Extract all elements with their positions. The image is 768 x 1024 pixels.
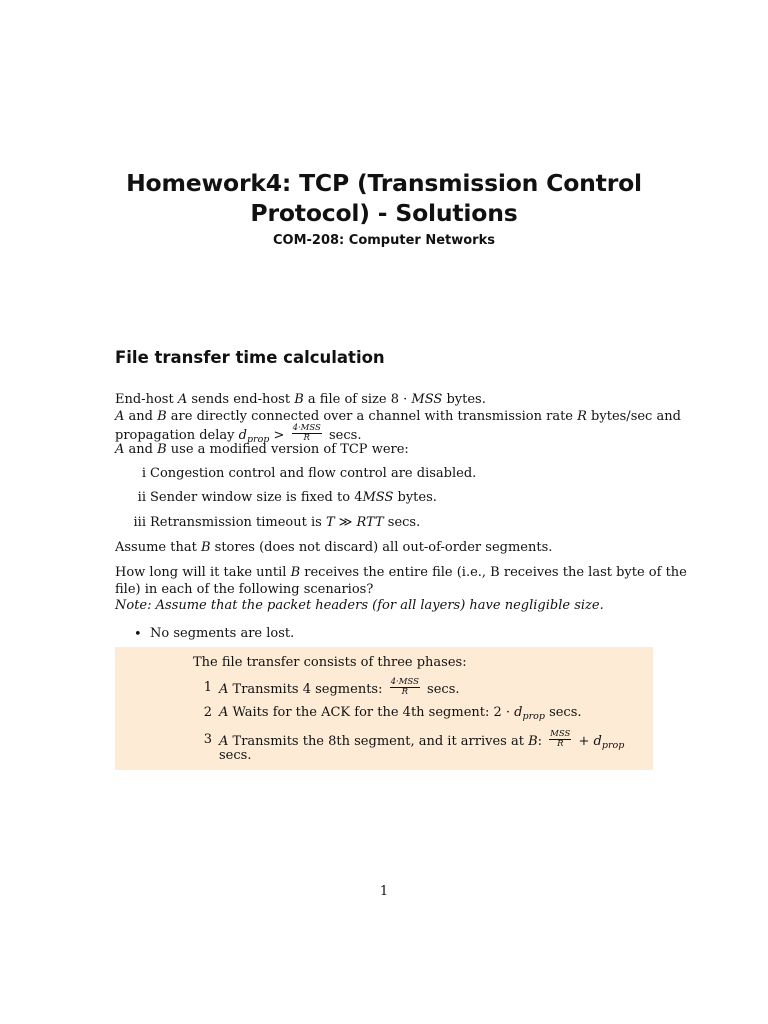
section-heading: File transfer time calculation [115,348,385,367]
condition-num-3: iii [133,515,146,530]
page-number: 1 [379,884,389,899]
step-num-1: 1 [203,680,212,695]
step-2: A Waits for the ACK for the 4th segment: $2 \cdot d_{prop}$ secs. [219,705,582,722]
step-3: A Transmits the 8th segment, and it arrives at B: $\frac{\text{MSS}}{R}$ + $d_{prop}$ [219,729,625,751]
intro-line-4: A and B use a modified version of TCP were: [115,442,409,457]
condition-2: Sender window size is fixed to 4MSS bytes. [150,490,437,505]
assumption-text: Assume that B stores (does not discard) all out-of-order segments. [115,540,553,555]
question-line-1: How long will it take until B receives the entire file (i.e., B receives the last byte of the [115,565,687,580]
solution-intro: The file transfer consists of three phases: [193,655,467,670]
fraction-4mss-over-r: $\frac{\text{4·MSS}}{R}$ [292,423,321,443]
intro-line-2: A and B are directly connected over a channel with transmission rate R bytes/sec and [115,409,681,424]
fraction-mss-over-r: $\frac{\text{MSS}}{R}$ [550,729,571,749]
step-1: A Transmits 4 segments: $\frac{\text{4·MSS}}{R}$ secs. [219,677,460,697]
note-text: Note: Assume that the packet headers (for all layers) have negligible size. [115,598,604,613]
intro-line-1: End-host A sends end-host B a file of size 8 · MSS bytes. [115,392,486,407]
step-3-continuation: secs. [219,748,252,763]
step-num-3: 3 [203,732,212,747]
document-title [100,168,668,228]
fraction-4mss-over-r: $\frac{\text{4·MSS}}{R}$ [390,677,419,697]
bullet-marker: • [134,627,142,642]
condition-3: Retransmission timeout is T ≫ RTT secs. [150,515,421,530]
condition-num-2: ii [137,490,146,505]
title-line-2: Protocol) - Solutions [250,199,518,227]
title-line-1: Homework4: TCP (Transmission Control [126,169,642,197]
scenario-text: No segments are lost. [150,626,295,641]
condition-num-1: i [141,466,146,481]
intro-line-3: propagation delay $d_{prop}$ > $\frac{\text{4·MSS}}{R}$ secs. [115,423,362,445]
step-num-2: 2 [203,705,212,720]
course-subtitle: COM-208: Computer Networks [273,233,495,248]
condition-1: Congestion control and flow control are disabled. [150,466,477,481]
question-line-2: file) in each of the following scenarios? [115,582,374,597]
